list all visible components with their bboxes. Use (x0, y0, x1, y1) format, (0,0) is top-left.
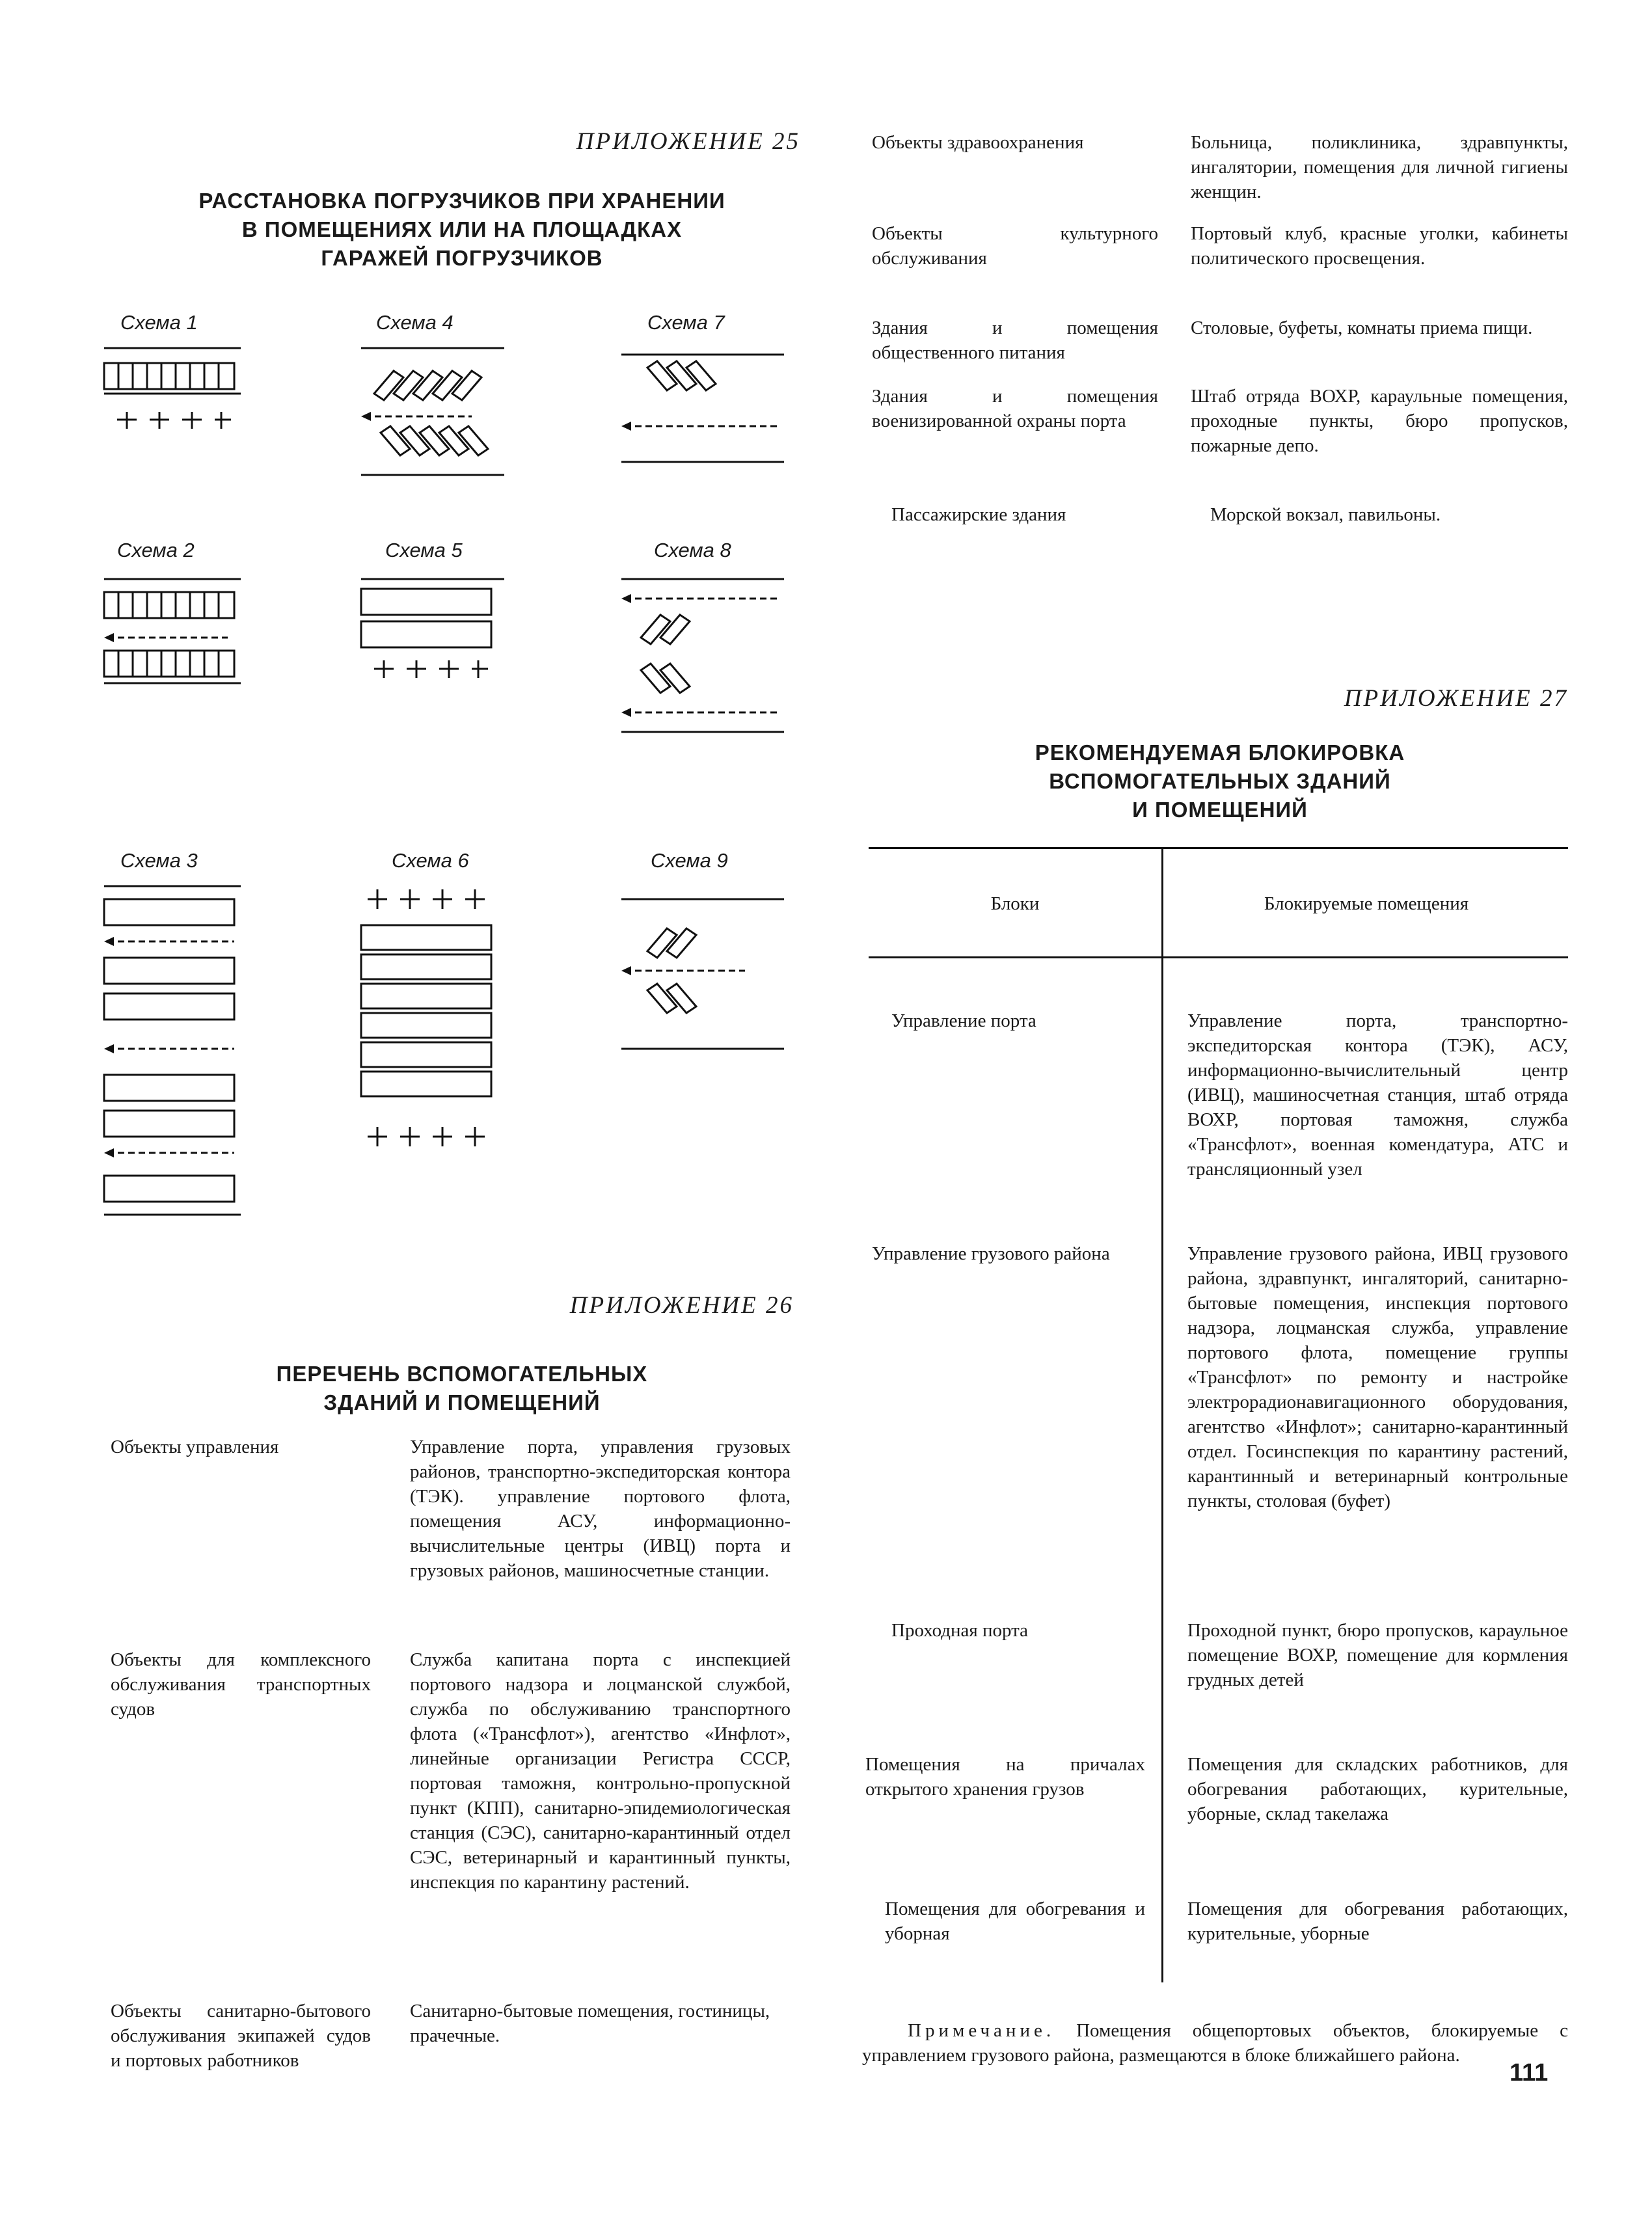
app27-row-4-block: Помещения для обогревания и уборная (885, 1898, 1145, 1944)
table-header-rooms: Блокируемые помещения (1264, 893, 1469, 914)
title-line: ГАРАЖЕЙ ПОГРУЗЧИКОВ (321, 246, 603, 270)
app26-row-1-right: Служба капитана порта с инспекцией портового надзора и лоцманской службой, служба по обслуживанию транспортного флота («Трансфлот»), агентство «Инфлот», линейные организации Регистра СССР, портовая таможня, контрольно-пропускной пункт (КПП), санитарно-эпидемиологическая станция (СЭС), санитарно-карантинный отдел СЭС, ветеринарный и карантинный пункты, инспекция по карантину растений. (410, 1649, 791, 1893)
title-line: РАССТАНОВКА ПОГРУЗЧИКОВ ПРИ ХРАНЕНИИ (198, 189, 725, 213)
app26-row-0-right: Управление порта, управления грузовых районов, транспортно-экспедиторская контора (ТЭК). управление портового флота, помещения АСУ, информационно-вычислительные центры (ИВЦ) порта и грузовых районов, машиносчетные станции. (410, 1437, 791, 1581)
table-header-rule (869, 956, 1568, 958)
title-line: ЗДАНИЙ И ПОМЕЩЕНИЙ (323, 1390, 601, 1414)
scheme-3-diagram (98, 880, 247, 1244)
table-column-divider (1161, 847, 1163, 1982)
scheme-9-diagram (615, 880, 791, 1075)
app27-row-2-rooms: Проходной пункт, бюро пропусков, караульное помещение ВОХР, помещение для кормления грудных детей (1187, 1620, 1568, 1690)
app27-row-3-block: Помещения на причалах открытого хранения грузов (865, 1754, 1145, 1800)
scheme-7-label: Схема 7 (647, 311, 725, 334)
app26-row-3-left: Объекты здравоохранения (872, 132, 1084, 153)
note-label: Примечание. (908, 2020, 1055, 2041)
app26-row-1-left: Объекты для комплексного обслуживания транспортных судов (111, 1649, 371, 1720)
app27-row-1-rooms: Управление грузового района, ИВЦ грузового района, здравпункт, ингаляторий, санитарно-бытовые помещения, инспекция портового надзора, лоцманская служба, управление портового флота, помещение группы «Трансфлот» по ремонту и настройке электрорадионавигационного оборудования, агентство «Инфлот»; санитарно-карантинный отдел. Госинспекция по карантину растений, карантинный и ветеринарный контрольные пункты, столовая (буфет) (1187, 1243, 1568, 1511)
appendix-26-label: ПРИЛОЖЕНИЕ 26 (569, 1292, 794, 1319)
scheme-6-label: Схема 6 (392, 849, 469, 872)
table-top-rule (869, 847, 1568, 849)
app26-row-7-left: Пассажирские здания (891, 504, 1066, 525)
app27-row-3-rooms: Помещения для складских работников, для обогревания работающих, курительные, уборные, склад такелажа (1187, 1754, 1568, 1824)
appendix-27-label: ПРИЛОЖЕНИЕ 27 (1344, 685, 1568, 712)
app26-row-2-left: Объекты санитарно-бытового обслуживания экипажей судов и портовых работников (111, 2001, 371, 2071)
scheme-3-label: Схема 3 (120, 849, 198, 872)
appendix-27-title (872, 738, 1568, 824)
title-line: ВСПОМОГАТЕЛЬНЫХ ЗДАНИЙ (1049, 769, 1391, 793)
app27-row-4-rooms: Помещения для обогревания работающих, курительные, уборные (1187, 1898, 1568, 1944)
scheme-4-diagram (355, 342, 511, 491)
app27-row-1-block: Управление грузового района (872, 1243, 1110, 1264)
title-line: РЕКОМЕНДУЕМАЯ БЛОКИРОВКА (1035, 740, 1405, 764)
app26-row-2-right: Санитарно-бытовые помещения, гостиницы, прачечные. (410, 2001, 770, 2046)
app26-row-4-right: Портовый клуб, красные уголки, кабинеты политического просвещения. (1191, 223, 1568, 269)
app27-row-0-rooms: Управление порта, транспортно-экспедиторская контора (ТЭК), АСУ, информационно-вычислительный центр (ИВЦ), машиносчетная станция, штаб отряда ВОХР, портовая таможня, служба «Трансфлот», военная комендатура, АТС и трансляционный узел (1187, 1010, 1568, 1180)
appendix-26-title (130, 1360, 794, 1417)
app26-row-6-left: Здания и помещения военизированной охраны порта (872, 386, 1158, 431)
title-line: ПЕРЕЧЕНЬ ВСПОМОГАТЕЛЬНЫХ (276, 1362, 648, 1386)
app26-row-4-left: Объекты культурного обслуживания (872, 223, 1158, 269)
title-line: В ПОМЕЩЕНИЯХ ИЛИ НА ПЛОЩАДКАХ (241, 217, 683, 241)
appendix-27-note (862, 2018, 1568, 2068)
app27-row-2-block: Проходная порта (891, 1620, 1029, 1641)
scheme-1-label: Схема 1 (120, 311, 198, 334)
app26-row-6-right: Штаб отряда ВОХР, караульные помещения, проходные пункты, бюро пропусков, пожарные депо. (1191, 386, 1568, 456)
app26-row-5-left: Здания и помещения общественного питания (872, 317, 1158, 363)
scheme-5-diagram (355, 573, 511, 703)
table-header-blocks: Блоки (990, 893, 1040, 914)
title-line: И ПОМЕЩЕНИЙ (1132, 798, 1308, 822)
scheme-8-diagram (615, 573, 791, 742)
app26-row-5-right: Столовые, буфеты, комнаты приема пищи. (1191, 317, 1533, 338)
app26-row-7-right: Морской вокзал, павильоны. (1210, 504, 1441, 525)
scheme-4-label: Схема 4 (376, 311, 454, 334)
app26-row-0-left: Объекты управления (111, 1437, 279, 1457)
scheme-7-diagram (615, 342, 791, 472)
appendix-25-title (130, 187, 794, 273)
note-text: Помещения общепортовых объектов, блокируемые с управлением грузового района, размещаются в блоке ближайшего района. (862, 2020, 1568, 2066)
page-number: 111 (1510, 2059, 1549, 2087)
scheme-1-diagram (98, 342, 247, 459)
app26-row-3-right: Больница, поликлиника, здравпункты, ингалятории, помещения для личной гигиены женщин. (1191, 132, 1568, 202)
scheme-2-label: Схема 2 (117, 539, 195, 561)
scheme-2-diagram (98, 573, 247, 703)
appendix-25-label: ПРИЛОЖЕНИЕ 25 (576, 128, 800, 155)
scheme-5-label: Схема 5 (385, 539, 463, 561)
scheme-6-diagram (355, 880, 511, 1185)
app27-row-0-block: Управление порта (891, 1010, 1036, 1031)
scheme-9-label: Схема 9 (651, 849, 728, 872)
scheme-8-label: Схема 8 (654, 539, 731, 561)
